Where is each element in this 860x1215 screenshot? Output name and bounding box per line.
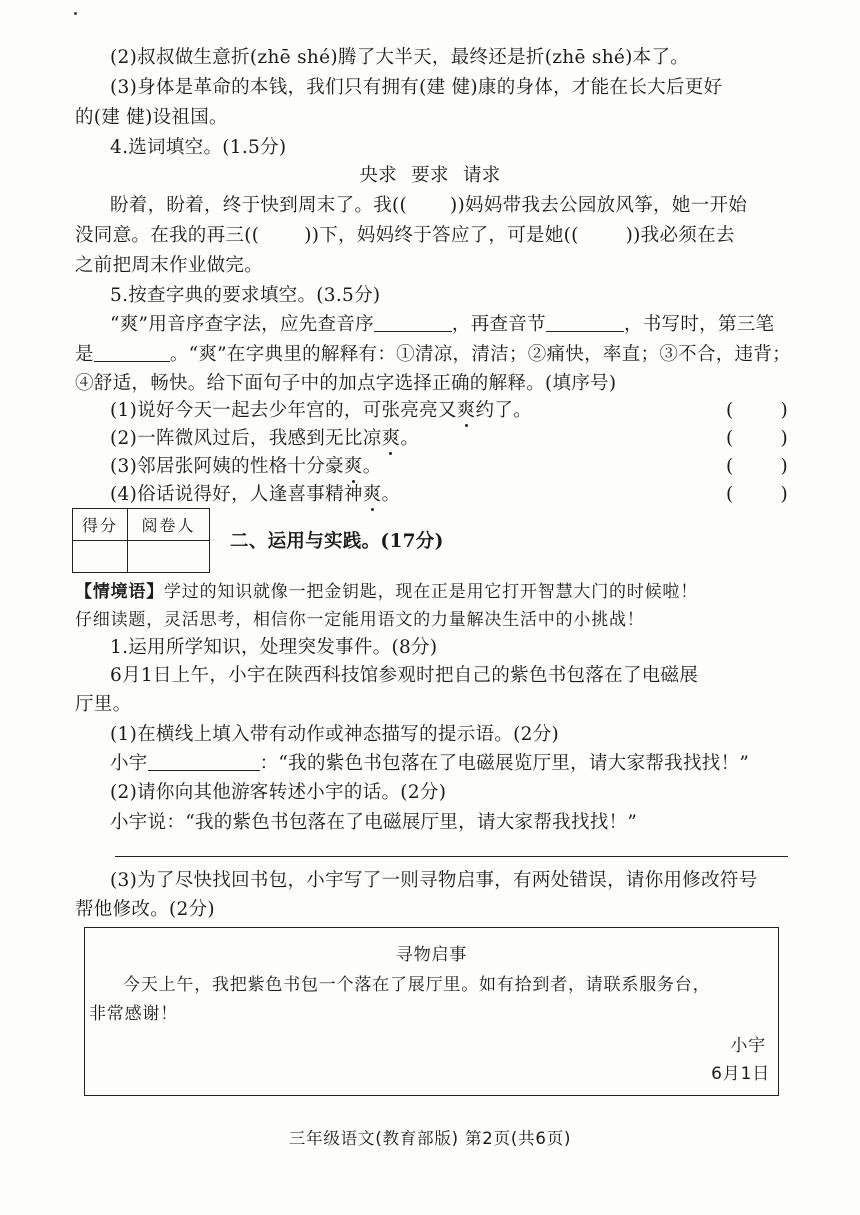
story-line2: 厅里。 <box>75 694 132 715</box>
section-4-title: 4.选词填空。(1.5分) <box>110 137 287 158</box>
fill-paragraph-line2 <box>75 221 788 251</box>
intro-tag: 【情境语】 <box>75 582 164 602</box>
practice-1-q3-line2: 帮他修改。(2分) <box>75 899 215 920</box>
scan-mark <box>74 12 77 15</box>
fill-text: 盼着，盼着，终于快到周末了。我( <box>110 195 400 216</box>
fill-paragraph-line3: 之前把周末作业做完。 <box>75 255 264 276</box>
blank-syllable[interactable] <box>546 311 624 332</box>
sentence-item: (3)邻居张阿姨的性格十分豪爽。 <box>110 456 382 477</box>
fill-paragraph-line1 <box>110 191 788 221</box>
practice-1-q1: (1)在横线上填入带有动作或神态描写的提示语。(2分) <box>110 724 560 745</box>
practice-1-q2: (2)请你向其他游客转述小宇的话。(2分) <box>110 782 447 803</box>
dotted-char: 爽 <box>362 484 382 505</box>
fill-blank-2[interactable]: ( ) <box>251 225 312 246</box>
dictionary-line2 <box>75 340 791 370</box>
reviewer-header: 阅卷人 <box>128 509 210 541</box>
intro-line1: 【情境语】学过的知识就像一把金钥匙，现在正是用它打开智慧大门的时候啦！ <box>75 582 698 602</box>
notice-title: 寻物启事 <box>395 945 468 965</box>
question-2-text: (2)叔叔做生意折(zhē shé)腾了大半天，最终还是折(zhē shé)本了。 <box>110 47 690 68</box>
notice-signer: 小宇 <box>730 1036 766 1056</box>
blank-index-letter[interactable] <box>374 311 452 332</box>
fill-text: )我必须在去 <box>633 225 735 246</box>
blank-third-stroke[interactable] <box>94 341 170 362</box>
fill-blank-3[interactable]: ( ) <box>571 225 634 246</box>
page-footer: 三年级语文(教育部版) 第2页(共6页) <box>288 1129 572 1148</box>
score-header: 得分 <box>73 509 128 541</box>
question-3-text-line2: 的(建 健)设祖国。 <box>75 107 228 128</box>
dict-text: 是 <box>75 344 94 365</box>
notice-body-line2: 非常感谢！ <box>89 1004 178 1024</box>
dotted-char: 爽 <box>456 400 476 421</box>
section-2-title: 二、运用与实践。(17分) <box>230 531 444 552</box>
fill-text: )下，妈妈终于答应了，可是她( <box>311 225 572 246</box>
sentence-item: (1)说好今天一起去少年宫的，可张亮亮又爽约了。 <box>110 400 532 421</box>
fill-blank-1[interactable]: ( ) <box>399 195 458 216</box>
dict-text: “爽”用音序查字法，应先查音序 <box>110 314 374 335</box>
dotted-char: 爽 <box>381 428 401 449</box>
dotted-char: 爽 <box>343 456 363 477</box>
answer-paren-1[interactable]: ( ) <box>726 400 788 421</box>
sentence-item: (4)俗话说得好，人逢喜事精神爽。 <box>110 484 401 505</box>
dict-text: ，书写时，第三笔 <box>623 314 775 335</box>
fill-text: 没同意。在我的再三( <box>75 225 252 246</box>
dict-text: ，再查音节 <box>451 314 546 335</box>
story-line1: 6月1日上午，小宇在陕西科技馆参观时把自己的紫色书包落在了电磁展 <box>110 665 699 686</box>
intro-line2: 仔细读题，灵活思考，相信你一定能用语文的力量解决生活中的小挑战！ <box>75 610 645 630</box>
sentence-item: (2)一阵微风过后，我感到无比凉爽。 <box>110 428 420 449</box>
reviewer-cell[interactable] <box>128 541 210 573</box>
score-table <box>72 508 210 573</box>
answer-paren-4[interactable]: ( ) <box>726 484 788 505</box>
prompt-blank[interactable] <box>148 750 260 771</box>
dictionary-line1 <box>110 310 788 340</box>
dictionary-line3: ④舒适，畅快。给下面句子中的加点字选择正确的解释。(填序号) <box>75 373 617 394</box>
notice-date: 6月1日 <box>711 1064 770 1084</box>
word-choices: 央求 要求 请求 <box>359 165 501 186</box>
score-cell[interactable] <box>73 541 128 573</box>
dict-text: 。“爽”在字典里的解释有：①清凉，清洁；②痛快，率直；③不合，违背； <box>169 344 791 365</box>
answer-paren-3[interactable]: ( ) <box>726 456 788 477</box>
section-5-title: 5.按查字典的要求填空。(3.5分) <box>110 285 381 306</box>
answer-paren-2[interactable]: ( ) <box>726 428 788 449</box>
practice-1-title: 1.运用所学知识，处理突发事件。(8分) <box>110 637 438 658</box>
fill-text: )妈妈带我去公园放风筝，她一开始 <box>457 195 748 216</box>
lost-item-notice <box>84 927 779 1096</box>
notice-body-line1: 今天上午，我把紫色书包一个落在了展厅里。如有拾到者，请联系服务台， <box>123 975 711 995</box>
practice-1-q1-answer: 小宇 ：“我的紫色书包落在了电磁展览厅里，请大家帮我找找！” <box>110 749 788 779</box>
answer-line[interactable] <box>115 856 788 857</box>
practice-1-q3-line1: (3)为了尽快找回书包，小宇写了一则寻物启事，有两处错误，请你用修改符号 <box>110 870 758 891</box>
practice-1-q2-quote: 小宇说：“我的紫色书包落在了电磁展厅里，请大家帮我找找！” <box>110 812 638 833</box>
question-3-text-line1: (3)身体是革命的本钱，我们只有拥有(建 健)康的身体，才能在长大后更好 <box>110 77 723 98</box>
